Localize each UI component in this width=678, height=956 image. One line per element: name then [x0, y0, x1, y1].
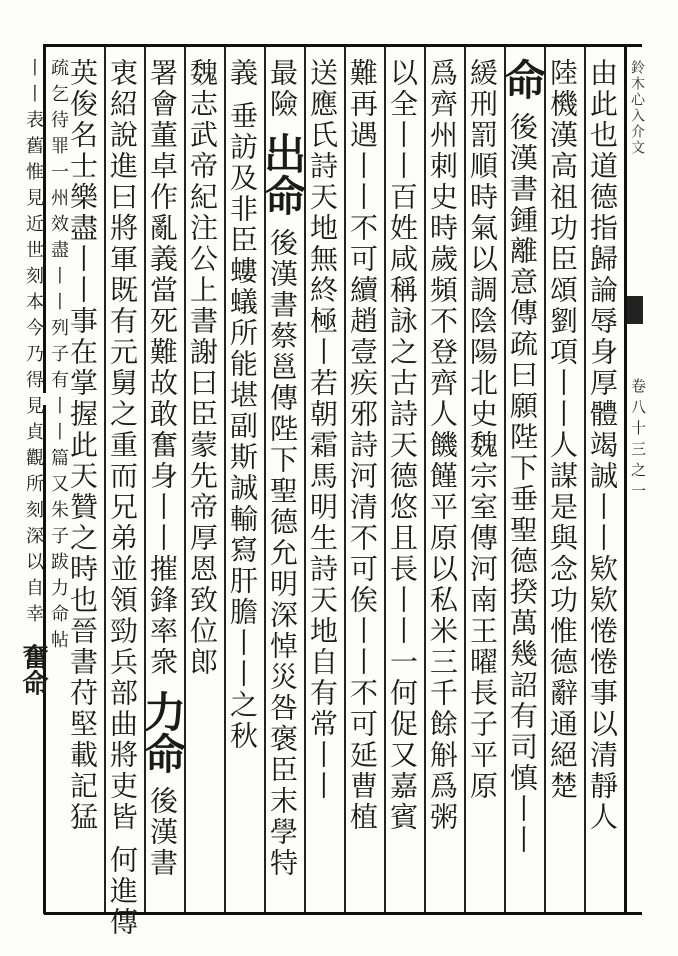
text-column-8 [307, 58, 345, 904]
text-column-13 [106, 58, 145, 938]
entry-heading: 出命 [258, 131, 307, 216]
text-column-4 [467, 58, 505, 904]
column-text: 最險 [266, 58, 299, 120]
column-text: 疏乞待罪一州效盡丨丨列子有丨丨篇又朱子跋力命帖 [48, 58, 69, 656]
column-text: 緩刑罰順時氣以調陰陽北史魏宗室傳河南王曜長子平原 [466, 58, 499, 802]
column-text: 後漢書鍾離意傳疏曰願陛下垂聖德揆萬幾詔有司慎丨丨 [506, 111, 539, 856]
margin-top-text: 鈴木心入介文 [629, 60, 645, 156]
text-column-2 [547, 58, 585, 904]
text-column-16 [18, 58, 48, 904]
column-text: 魏志武帝紀注公上書謝曰臣蒙先帝厚恩致位郎 [186, 58, 219, 678]
column-text: 後漢書 [146, 785, 179, 879]
column-text: 陸機漢高祖功臣頌劉項丨丨人謀是與念功惟德辭通絕楚 [546, 58, 579, 802]
column-text: 衷紹說進曰將軍既有元舅之重而兄弟並領勁兵部曲將吏皆 [106, 58, 139, 833]
text-column-10 [227, 58, 265, 904]
column-text: 署會董卓作亂義當死難故敢奮身丨丨摧鋒率衆 [146, 58, 179, 678]
column-text: 難再遇丨丨不可續趙壹疾邪詩河清不可俟丨丨不可延曹植 [346, 58, 379, 833]
column-text: 英俊名士樂盡丨丨事在掌握此天贊之時也晉書苻堅載記猛 [66, 58, 99, 833]
text-column-11 [187, 58, 225, 904]
entry-heading: 力命 [138, 689, 187, 774]
text-column-1 [587, 58, 625, 904]
text-column-14 [67, 58, 105, 904]
column-text: 義 [226, 58, 259, 89]
entry-heading: 奮命 [18, 643, 48, 696]
text-column-9 [258, 58, 307, 904]
text-column-5 [427, 58, 465, 904]
column-text: 後漢書蔡邕傳陛下聖德允明深悼災咎褒臣末學特 [266, 227, 299, 879]
frame-top-border [44, 44, 642, 47]
column-text: 垂訪及非臣螻蟻所能堪副斯誠輸寫肝膽丨丨之秋 [226, 100, 259, 752]
entry-heading: 命 [498, 58, 547, 100]
text-column-12 [138, 58, 187, 904]
text-column-7 [347, 58, 385, 904]
text-column-15 [47, 58, 69, 904]
fishtail-mark [627, 296, 643, 324]
text-column-6 [387, 58, 425, 904]
column-text: 何進傳 [106, 844, 139, 938]
column-text: 由此也道德指歸論辱身厚體竭誠丨丨欵欵惓惓事以清靜人 [586, 58, 619, 833]
column-text: 丨丨表舊惟見近世刻本今乃得見貞觀所刻深以自幸 [23, 58, 44, 630]
column-text: 以全丨丨百姓咸稱詠之古詩天德悠且長丨丨一何促又嘉賓 [386, 58, 419, 833]
volume-label: 卷八十三之一 [629, 378, 647, 504]
column-text: 爲齊州刺史時歲頻不登齊人饑饉平原以私米三千餘斛爲粥 [426, 58, 459, 833]
text-column-3 [498, 58, 547, 904]
column-text: 送應氏詩天地無終極丨若朝霜馬明生詩天地自有常丨丨 [306, 58, 339, 802]
